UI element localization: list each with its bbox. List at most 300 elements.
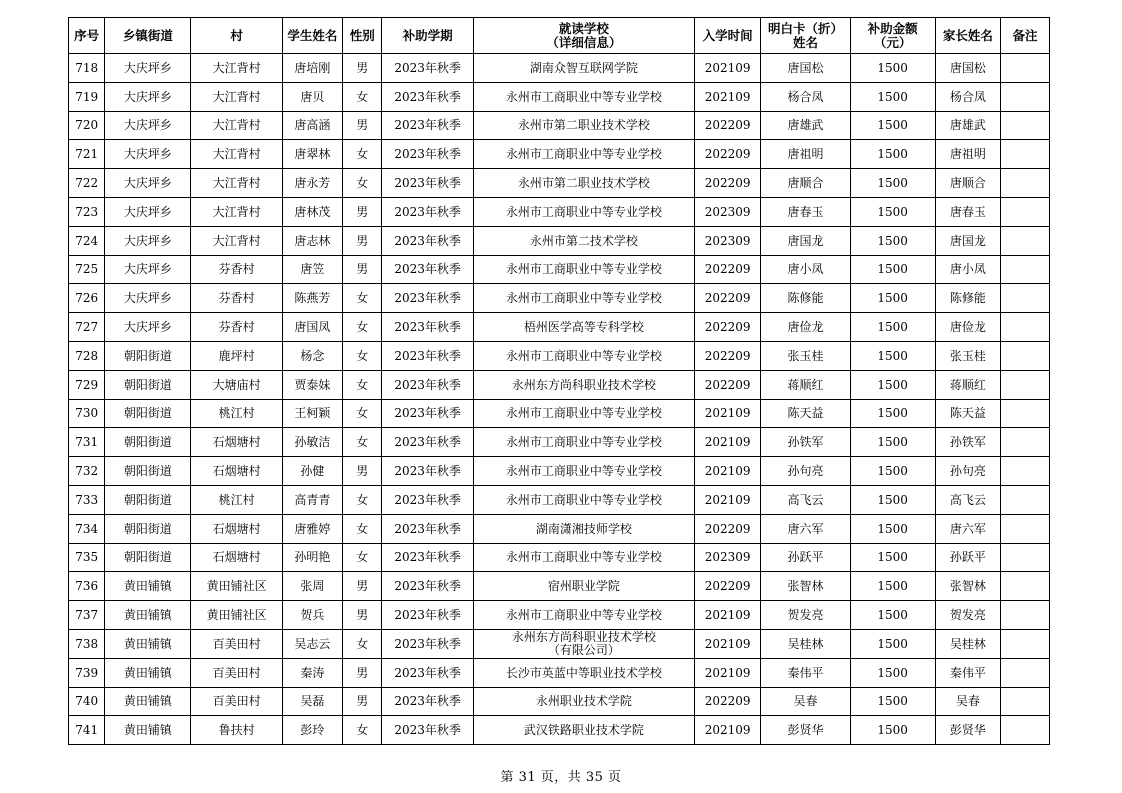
cell-school — [473, 82, 694, 111]
cell-school-line1: 武汉铁路职业技术学院 — [523, 723, 644, 738]
cell-school — [473, 514, 694, 543]
cell-seq: 732 — [69, 457, 105, 486]
cell-gender: 男 — [343, 601, 382, 630]
cell-school-line1: 永州职业技术学院 — [535, 694, 632, 709]
cell-student: 唐翠林 — [282, 140, 342, 169]
cell-parent: 唐国龙 — [935, 226, 1000, 255]
cell-town: 大庆坪乡 — [105, 284, 191, 313]
header-card-line1: 明白卡（折） — [767, 20, 843, 36]
cell-gender: 女 — [343, 543, 382, 572]
cell-card: 吴桂林 — [761, 629, 850, 658]
table-row — [69, 514, 1050, 543]
cell-seq: 724 — [69, 226, 105, 255]
cell-village: 石烟塘村 — [191, 514, 282, 543]
table-row — [69, 140, 1050, 169]
cell-parent: 吴春 — [935, 687, 1000, 716]
cell-amount: 1500 — [850, 54, 935, 83]
cell-school-line1: 永州市第二技术学校 — [529, 233, 638, 248]
cell-village: 百美田村 — [191, 687, 282, 716]
cell-seq: 741 — [69, 716, 105, 745]
subsidy-table — [68, 17, 1050, 745]
cell-parent: 吴桂林 — [935, 629, 1000, 658]
cell-note — [1001, 255, 1050, 284]
cell-term: 2023年秋季 — [382, 658, 473, 687]
cell-enroll: 202109 — [694, 716, 760, 745]
table-row — [69, 370, 1050, 399]
cell-gender: 男 — [343, 197, 382, 226]
cell-village: 大塘庙村 — [191, 370, 282, 399]
header-school — [473, 18, 694, 54]
cell-village: 鹿坪村 — [191, 341, 282, 370]
cell-town: 大庆坪乡 — [105, 140, 191, 169]
cell-term: 2023年秋季 — [382, 716, 473, 745]
cell-parent: 唐雄武 — [935, 111, 1000, 140]
cell-seq: 738 — [69, 629, 105, 658]
cell-term: 2023年秋季 — [382, 543, 473, 572]
table-row — [69, 341, 1050, 370]
cell-village: 百美田村 — [191, 629, 282, 658]
cell-town: 大庆坪乡 — [105, 82, 191, 111]
cell-gender: 女 — [343, 82, 382, 111]
cell-town: 黄田铺镇 — [105, 601, 191, 630]
cell-seq: 736 — [69, 572, 105, 601]
cell-school — [473, 543, 694, 572]
cell-amount: 1500 — [850, 399, 935, 428]
cell-note — [1001, 341, 1050, 370]
cell-school — [473, 255, 694, 284]
cell-card: 唐国龙 — [761, 226, 850, 255]
cell-gender: 女 — [343, 428, 382, 457]
cell-amount: 1500 — [850, 255, 935, 284]
cell-seq: 739 — [69, 658, 105, 687]
cell-amount: 1500 — [850, 428, 935, 457]
cell-note — [1001, 514, 1050, 543]
cell-note — [1001, 601, 1050, 630]
cell-seq: 722 — [69, 169, 105, 198]
cell-card: 杨合凤 — [761, 82, 850, 111]
header-school-line1: 就读学校 — [558, 20, 609, 36]
cell-student: 唐志林 — [282, 226, 342, 255]
cell-town: 黄田铺镇 — [105, 687, 191, 716]
cell-term: 2023年秋季 — [382, 82, 473, 111]
cell-term: 2023年秋季 — [382, 169, 473, 198]
cell-seq: 740 — [69, 687, 105, 716]
cell-village: 大江背村 — [191, 111, 282, 140]
cell-town: 大庆坪乡 — [105, 313, 191, 342]
cell-school — [473, 197, 694, 226]
cell-school-line1: 永州市工商职业中等专业学校 — [505, 406, 662, 421]
cell-gender: 女 — [343, 313, 382, 342]
table-row — [69, 226, 1050, 255]
cell-term: 2023年秋季 — [382, 687, 473, 716]
table-row — [69, 601, 1050, 630]
cell-village: 大江背村 — [191, 82, 282, 111]
cell-note — [1001, 140, 1050, 169]
cell-note — [1001, 428, 1050, 457]
header-seq: 序号 — [69, 18, 105, 54]
cell-card: 蒋顺红 — [761, 370, 850, 399]
cell-parent: 贺发亮 — [935, 601, 1000, 630]
header-term: 补助学期 — [382, 18, 473, 54]
cell-enroll: 202109 — [694, 54, 760, 83]
cell-village: 黄田铺社区 — [191, 572, 282, 601]
cell-enroll: 202209 — [694, 341, 760, 370]
cell-town: 大庆坪乡 — [105, 111, 191, 140]
cell-school-line2: （有限公司） — [547, 642, 620, 657]
cell-seq: 727 — [69, 313, 105, 342]
cell-parent: 唐顺合 — [935, 169, 1000, 198]
cell-village: 芬香村 — [191, 313, 282, 342]
cell-note — [1001, 687, 1050, 716]
cell-town: 朝阳街道 — [105, 370, 191, 399]
cell-town: 朝阳街道 — [105, 485, 191, 514]
cell-gender: 男 — [343, 226, 382, 255]
cell-amount: 1500 — [850, 82, 935, 111]
cell-enroll: 202209 — [694, 140, 760, 169]
cell-card: 贺发亮 — [761, 601, 850, 630]
cell-gender: 男 — [343, 687, 382, 716]
cell-school-line1: 永州市工商职业中等专业学校 — [505, 89, 662, 104]
header-row — [69, 18, 1050, 54]
cell-seq: 728 — [69, 341, 105, 370]
cell-card: 唐国松 — [761, 54, 850, 83]
cell-town: 朝阳街道 — [105, 457, 191, 486]
table-row — [69, 629, 1050, 658]
cell-school — [473, 457, 694, 486]
cell-town: 大庆坪乡 — [105, 54, 191, 83]
cell-enroll: 202209 — [694, 514, 760, 543]
cell-gender: 女 — [343, 485, 382, 514]
cell-student: 唐雅婷 — [282, 514, 342, 543]
cell-town: 大庆坪乡 — [105, 197, 191, 226]
cell-student: 高青青 — [282, 485, 342, 514]
cell-card: 张玉桂 — [761, 341, 850, 370]
table-row — [69, 255, 1050, 284]
cell-student: 唐笠 — [282, 255, 342, 284]
cell-student: 唐国凤 — [282, 313, 342, 342]
cell-term: 2023年秋季 — [382, 140, 473, 169]
cell-village: 百美田村 — [191, 658, 282, 687]
cell-town: 朝阳街道 — [105, 543, 191, 572]
table-row — [69, 284, 1050, 313]
cell-term: 2023年秋季 — [382, 226, 473, 255]
cell-enroll: 202109 — [694, 428, 760, 457]
cell-seq: 733 — [69, 485, 105, 514]
cell-term: 2023年秋季 — [382, 111, 473, 140]
cell-village: 鲁扶村 — [191, 716, 282, 745]
cell-card: 秦伟平 — [761, 658, 850, 687]
cell-parent: 孙句亮 — [935, 457, 1000, 486]
cell-parent: 蒋顺红 — [935, 370, 1000, 399]
cell-note — [1001, 111, 1050, 140]
cell-note — [1001, 226, 1050, 255]
cell-card: 唐小凤 — [761, 255, 850, 284]
table-row — [69, 54, 1050, 83]
cell-amount: 1500 — [850, 226, 935, 255]
cell-card: 唐俭龙 — [761, 313, 850, 342]
cell-seq: 721 — [69, 140, 105, 169]
cell-note — [1001, 284, 1050, 313]
header-amount — [850, 18, 935, 54]
cell-student: 唐永芳 — [282, 169, 342, 198]
cell-note — [1001, 313, 1050, 342]
cell-school — [473, 399, 694, 428]
cell-amount: 1500 — [850, 514, 935, 543]
cell-student: 孙明艳 — [282, 543, 342, 572]
cell-enroll: 202209 — [694, 169, 760, 198]
cell-gender: 女 — [343, 399, 382, 428]
cell-parent: 唐六军 — [935, 514, 1000, 543]
cell-note — [1001, 716, 1050, 745]
cell-seq: 729 — [69, 370, 105, 399]
cell-card: 孙铁军 — [761, 428, 850, 457]
table-row — [69, 572, 1050, 601]
cell-student: 杨念 — [282, 341, 342, 370]
cell-school — [473, 428, 694, 457]
cell-gender: 女 — [343, 284, 382, 313]
cell-gender: 男 — [343, 572, 382, 601]
cell-parent: 孙铁军 — [935, 428, 1000, 457]
cell-school-line1: 永州市工商职业中等专业学校 — [505, 608, 662, 623]
header-parent: 家长姓名 — [935, 18, 1000, 54]
table-row — [69, 82, 1050, 111]
cell-student: 陈燕芳 — [282, 284, 342, 313]
table-row — [69, 111, 1050, 140]
cell-school-line1: 宿州职业学院 — [547, 579, 620, 594]
cell-enroll: 202109 — [694, 457, 760, 486]
cell-note — [1001, 543, 1050, 572]
cell-school-line1: 永州市工商职业中等专业学校 — [505, 204, 662, 219]
table-row — [69, 428, 1050, 457]
cell-term: 2023年秋季 — [382, 255, 473, 284]
cell-village: 芬香村 — [191, 255, 282, 284]
cell-school-line1: 永州市第二职业技术学校 — [517, 176, 650, 191]
cell-term: 2023年秋季 — [382, 428, 473, 457]
cell-term: 2023年秋季 — [382, 341, 473, 370]
header-gender: 性别 — [343, 18, 382, 54]
cell-school-line1: 永州市工商职业中等专业学校 — [505, 435, 662, 450]
cell-note — [1001, 82, 1050, 111]
cell-parent: 唐俭龙 — [935, 313, 1000, 342]
cell-enroll: 202209 — [694, 313, 760, 342]
cell-enroll: 202109 — [694, 399, 760, 428]
header-town: 乡镇街道 — [105, 18, 191, 54]
cell-town: 大庆坪乡 — [105, 226, 191, 255]
cell-student: 唐高涵 — [282, 111, 342, 140]
cell-card: 吴春 — [761, 687, 850, 716]
header-school-line2: （详细信息） — [546, 34, 622, 50]
cell-term: 2023年秋季 — [382, 514, 473, 543]
cell-term: 2023年秋季 — [382, 629, 473, 658]
cell-enroll: 202209 — [694, 255, 760, 284]
cell-seq: 737 — [69, 601, 105, 630]
cell-card: 唐雄武 — [761, 111, 850, 140]
cell-gender: 女 — [343, 629, 382, 658]
cell-note — [1001, 54, 1050, 83]
table-row — [69, 687, 1050, 716]
cell-seq: 731 — [69, 428, 105, 457]
cell-school-line1: 永州东方尚科职业技术学校 — [511, 629, 656, 644]
cell-gender: 女 — [343, 716, 382, 745]
cell-card: 高飞云 — [761, 485, 850, 514]
cell-gender: 女 — [343, 514, 382, 543]
cell-enroll: 202109 — [694, 658, 760, 687]
cell-enroll: 202109 — [694, 629, 760, 658]
cell-village: 大江背村 — [191, 169, 282, 198]
cell-seq: 718 — [69, 54, 105, 83]
cell-village: 桃江村 — [191, 399, 282, 428]
cell-student: 唐培刚 — [282, 54, 342, 83]
cell-school — [473, 140, 694, 169]
cell-amount: 1500 — [850, 111, 935, 140]
cell-parent: 张玉桂 — [935, 341, 1000, 370]
cell-card: 唐顺合 — [761, 169, 850, 198]
cell-seq: 725 — [69, 255, 105, 284]
cell-school-line1: 湖南众智互联网学院 — [529, 60, 638, 75]
cell-card: 唐祖明 — [761, 140, 850, 169]
cell-student: 王柯颖 — [282, 399, 342, 428]
cell-parent: 唐小凤 — [935, 255, 1000, 284]
header-village: 村 — [191, 18, 282, 54]
page-footer: 第 31 页，共 35 页 — [500, 770, 622, 785]
cell-village: 石烟塘村 — [191, 543, 282, 572]
cell-enroll: 202309 — [694, 543, 760, 572]
cell-school — [473, 284, 694, 313]
cell-parent: 高飞云 — [935, 485, 1000, 514]
cell-school-line1: 湖南潇湘技师学校 — [535, 521, 632, 536]
header-student: 学生姓名 — [282, 18, 342, 54]
cell-gender: 男 — [343, 457, 382, 486]
table-row — [69, 485, 1050, 514]
cell-village: 黄田铺社区 — [191, 601, 282, 630]
cell-amount: 1500 — [850, 284, 935, 313]
cell-amount: 1500 — [850, 687, 935, 716]
cell-amount: 1500 — [850, 716, 935, 745]
cell-note — [1001, 399, 1050, 428]
cell-village: 大江背村 — [191, 140, 282, 169]
cell-school — [473, 572, 694, 601]
cell-school-line1: 永州东方尚科职业技术学校 — [511, 377, 656, 392]
cell-town: 黄田铺镇 — [105, 629, 191, 658]
cell-school-line1: 梧州医学高等专科学校 — [523, 320, 644, 335]
cell-parent: 杨合凤 — [935, 82, 1000, 111]
cell-card: 唐六军 — [761, 514, 850, 543]
cell-amount: 1500 — [850, 572, 935, 601]
cell-school — [473, 169, 694, 198]
cell-note — [1001, 370, 1050, 399]
cell-school — [473, 629, 694, 658]
cell-school — [473, 485, 694, 514]
cell-enroll: 202109 — [694, 485, 760, 514]
cell-school — [473, 370, 694, 399]
cell-parent: 张智林 — [935, 572, 1000, 601]
cell-amount: 1500 — [850, 658, 935, 687]
cell-seq: 730 — [69, 399, 105, 428]
cell-school — [473, 226, 694, 255]
cell-note — [1001, 169, 1050, 198]
cell-parent: 唐国松 — [935, 54, 1000, 83]
cell-school — [473, 716, 694, 745]
header-card-line2: 姓名 — [792, 34, 818, 50]
cell-seq: 735 — [69, 543, 105, 572]
table-row — [69, 399, 1050, 428]
cell-card: 唐春玉 — [761, 197, 850, 226]
table-row — [69, 716, 1050, 745]
cell-seq: 720 — [69, 111, 105, 140]
cell-town: 黄田铺镇 — [105, 572, 191, 601]
cell-school — [473, 601, 694, 630]
cell-term: 2023年秋季 — [382, 457, 473, 486]
cell-parent: 孙跃平 — [935, 543, 1000, 572]
cell-amount: 1500 — [850, 601, 935, 630]
cell-student: 贺兵 — [282, 601, 342, 630]
cell-school — [473, 687, 694, 716]
cell-gender: 男 — [343, 111, 382, 140]
cell-school — [473, 313, 694, 342]
cell-amount: 1500 — [850, 169, 935, 198]
cell-term: 2023年秋季 — [382, 54, 473, 83]
cell-amount: 1500 — [850, 140, 935, 169]
cell-enroll: 202109 — [694, 601, 760, 630]
cell-town: 朝阳街道 — [105, 399, 191, 428]
cell-town: 朝阳街道 — [105, 428, 191, 457]
cell-village: 石烟塘村 — [191, 428, 282, 457]
table-row — [69, 543, 1050, 572]
cell-school-line1: 永州市工商职业中等专业学校 — [505, 550, 662, 565]
cell-town: 朝阳街道 — [105, 514, 191, 543]
cell-student: 吴磊 — [282, 687, 342, 716]
cell-term: 2023年秋季 — [382, 399, 473, 428]
cell-school-line1: 永州市工商职业中等专业学校 — [505, 464, 662, 479]
cell-student: 唐林茂 — [282, 197, 342, 226]
cell-gender: 男 — [343, 54, 382, 83]
cell-student: 唐贝 — [282, 82, 342, 111]
table-row — [69, 197, 1050, 226]
cell-town: 朝阳街道 — [105, 341, 191, 370]
cell-town: 黄田铺镇 — [105, 658, 191, 687]
cell-enroll: 202209 — [694, 687, 760, 716]
table-body — [69, 54, 1050, 745]
cell-seq: 734 — [69, 514, 105, 543]
cell-term: 2023年秋季 — [382, 197, 473, 226]
cell-gender: 男 — [343, 658, 382, 687]
cell-gender: 女 — [343, 140, 382, 169]
cell-parent: 唐春玉 — [935, 197, 1000, 226]
cell-town: 大庆坪乡 — [105, 169, 191, 198]
cell-card: 陈天益 — [761, 399, 850, 428]
cell-card: 孙跃平 — [761, 543, 850, 572]
cell-note — [1001, 658, 1050, 687]
cell-amount: 1500 — [850, 485, 935, 514]
cell-town: 黄田铺镇 — [105, 716, 191, 745]
cell-amount: 1500 — [850, 197, 935, 226]
cell-amount: 1500 — [850, 629, 935, 658]
cell-amount: 1500 — [850, 457, 935, 486]
cell-amount: 1500 — [850, 313, 935, 342]
cell-term: 2023年秋季 — [382, 313, 473, 342]
table-row — [69, 313, 1050, 342]
cell-village: 大江背村 — [191, 197, 282, 226]
cell-enroll: 202209 — [694, 284, 760, 313]
cell-village: 芬香村 — [191, 284, 282, 313]
cell-parent: 唐祖明 — [935, 140, 1000, 169]
cell-term: 2023年秋季 — [382, 485, 473, 514]
cell-gender: 女 — [343, 169, 382, 198]
cell-parent: 陈天益 — [935, 399, 1000, 428]
cell-village: 大江背村 — [191, 54, 282, 83]
cell-note — [1001, 457, 1050, 486]
cell-village: 石烟塘村 — [191, 457, 282, 486]
